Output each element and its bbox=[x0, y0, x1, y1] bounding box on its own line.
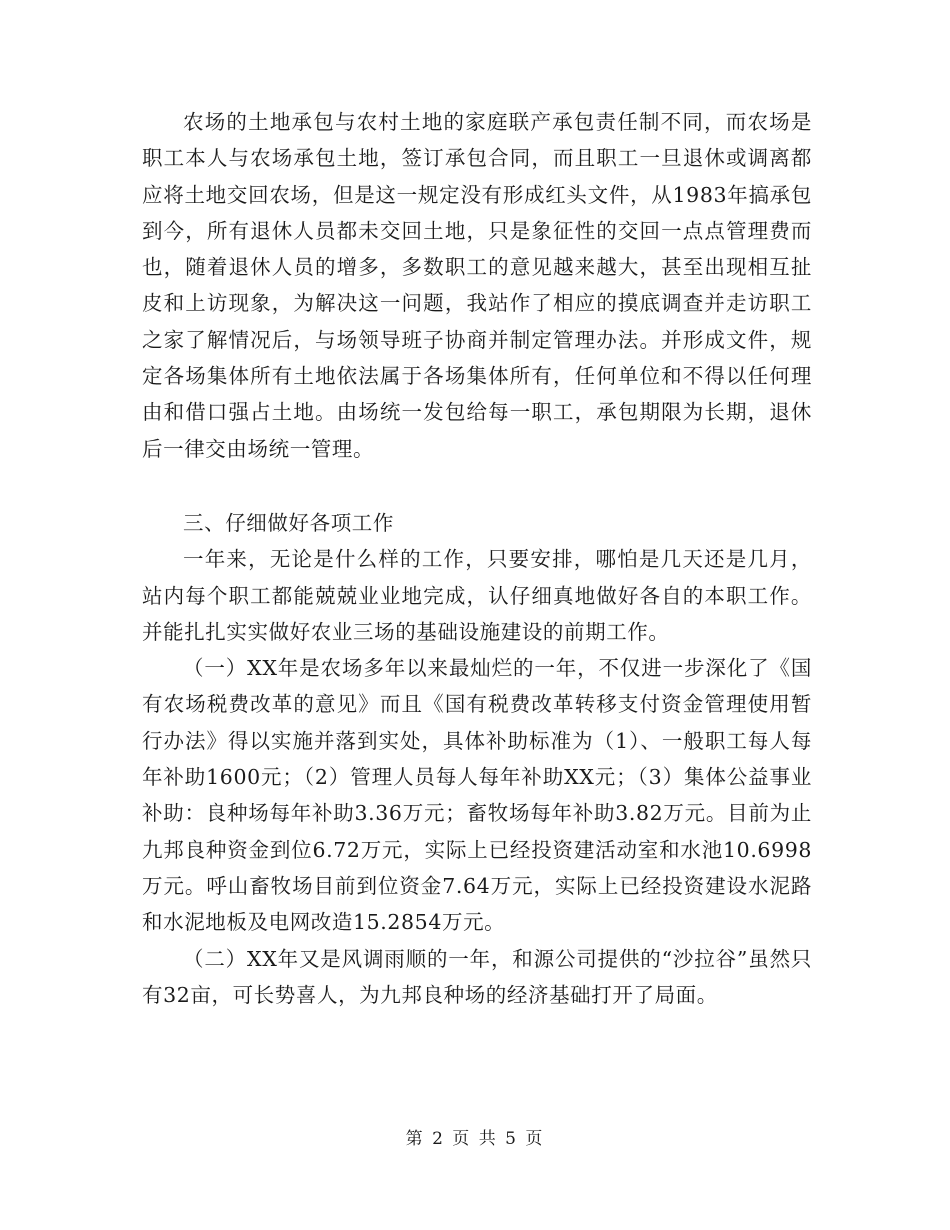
document-body bbox=[142, 104, 812, 1013]
paragraph-item-two: （二）XX年又是风调雨顺的一年，和源公司提供的“沙拉谷”虽然只有32亩，可长势喜人，为九邦良种场的经济基础打开了局面。 bbox=[142, 946, 812, 1007]
page-footer: 第 2 页 共 5 页 bbox=[405, 1129, 545, 1149]
section-heading: 三、仔细做好各项工作 bbox=[183, 510, 394, 535]
paragraph-work-summary: 一年来，无论是什么样的工作，只要安排，哪怕是几天还是几月，站内每个职工都能兢兢业业地完成，认仔细真地做好各自的本职工作。并能扎扎实实做好农业三场的基础设施建设的前期工作。 bbox=[142, 547, 812, 644]
paragraph-gap bbox=[142, 467, 812, 505]
paragraph-item-one: （一）XX年是农场多年以来最灿烂的一年，不仅进一步深化了《国有农场税费改革的意见》而且《国有税费改革转移支付资金管理使用暂行办法》得以实施并落到实处，具体补助标准为（1）、一般职工每人每年补助1600元；（2）管理人员每人每年补助XX元；（3）集体公益事业补助：良种场每年补助3.36万元；畜牧场每年补助3.82万元。目前为止九邦良种资金到位6.72万元，实际上已经投资建活动室和水池10.6998万元。呼山畜牧场目前到位资金7.64万元，实际上已经投资建设水泥路和水泥地板及电网改造15.2854万元。 bbox=[142, 656, 812, 935]
paragraph-land-contract: 农场的土地承包与农村土地的家庭联产承包责任制不同，而农场是职工本人与农场承包土地，签订承包合同，而且职工一旦退休或调离都应将土地交回农场，但是这一规定没有形成红头文件，从1983年搞承包到今，所有退休人员都未交回土地，只是象征性的交回一点点管理费而也，随着退休人员的增多，多数职工的意见越来越大，甚至出现相互扯皮和上访现象，为解决这一问题，我站作了相应的摸底调查并走访职工之家了解情况后，与场领导班子协商并制定管理办法。并形成文件，规定各场集体所有土地依法属于各场集体所有，任何单位和不得以任何理由和借口强占土地。由场统一发包给每一职工，承包期限为长期，退休后一律交由场统一管理。 bbox=[142, 110, 812, 461]
